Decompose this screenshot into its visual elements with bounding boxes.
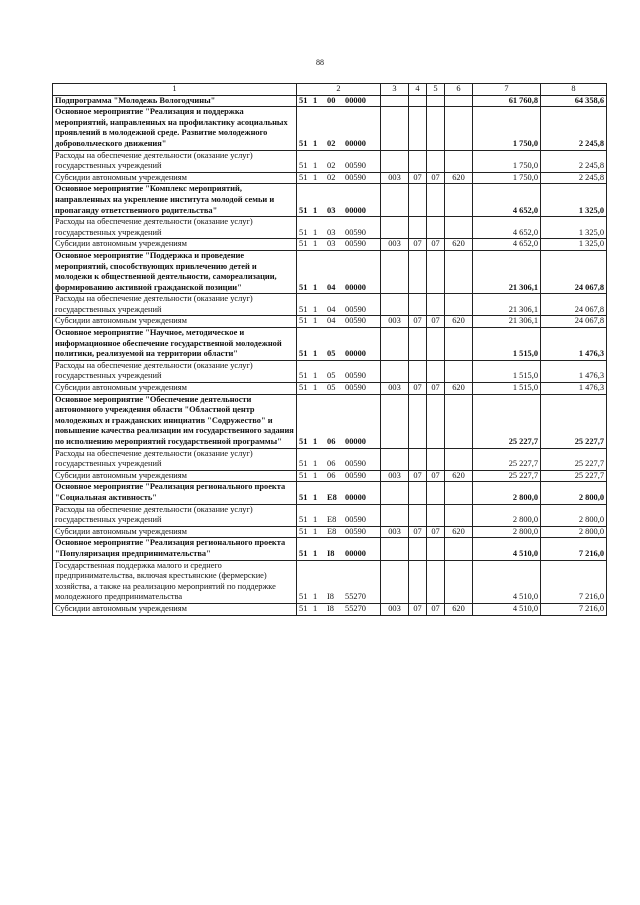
row-value-7: 2 800,0 <box>473 482 541 504</box>
table-row <box>53 294 607 316</box>
code-part: E8 <box>327 515 337 525</box>
row-col5: 07 <box>427 470 445 482</box>
row-col4: 07 <box>409 603 427 615</box>
table-row <box>53 95 607 107</box>
row-col6 <box>445 328 473 361</box>
row-col5 <box>427 394 445 448</box>
code-part: 51 <box>299 304 308 314</box>
row-col6 <box>445 560 473 603</box>
row-col5: 07 <box>427 172 445 184</box>
code-part: 51 <box>299 371 308 381</box>
row-col3 <box>381 538 409 560</box>
row-col4 <box>409 150 427 172</box>
row-value-8: 1 325,0 <box>541 239 607 251</box>
row-col3 <box>381 328 409 361</box>
row-col5 <box>427 184 445 217</box>
row-col4 <box>409 482 427 504</box>
row-col3: 003 <box>381 172 409 184</box>
code-part: 00590 <box>345 515 366 525</box>
row-col4 <box>409 95 427 107</box>
code-part: 00000 <box>345 548 366 558</box>
row-col6 <box>445 250 473 293</box>
row-name: Расходы на обеспечение деятельности (оказание услуг) государственных учреждений <box>53 294 297 316</box>
row-col3 <box>381 250 409 293</box>
row-col6: 620 <box>445 239 473 251</box>
row-code <box>297 150 381 172</box>
row-col4 <box>409 328 427 361</box>
row-value-7: 1 515,0 <box>473 383 541 395</box>
row-col6: 620 <box>445 603 473 615</box>
row-col4 <box>409 360 427 382</box>
code-part: 1 <box>313 205 318 215</box>
code-part: 51 <box>299 383 308 393</box>
row-col3: 003 <box>381 239 409 251</box>
code-part: 1 <box>313 239 318 249</box>
row-col6 <box>445 504 473 526</box>
row-col6: 620 <box>445 526 473 538</box>
row-col5: 07 <box>427 239 445 251</box>
row-value-8: 24 067,8 <box>541 250 607 293</box>
row-name: Расходы на обеспечение деятельности (оказание услуг) государственных учреждений <box>53 448 297 470</box>
code-part: 51 <box>299 459 308 469</box>
table-row <box>53 184 607 217</box>
code-part: 00590 <box>345 383 366 393</box>
code-part: 51 <box>299 548 308 558</box>
code-part: 04 <box>327 316 336 326</box>
row-name: Расходы на обеспечение деятельности (оказание услуг) государственных учреждений <box>53 360 297 382</box>
code-part: 1 <box>313 95 318 105</box>
row-col3 <box>381 107 409 150</box>
row-code <box>297 482 381 504</box>
row-code <box>297 107 381 150</box>
code-part: 1 <box>313 459 318 469</box>
row-value-8: 2 800,0 <box>541 482 607 504</box>
row-code <box>297 383 381 395</box>
row-col6 <box>445 394 473 448</box>
row-value-8: 7 216,0 <box>541 538 607 560</box>
row-value-7: 4 510,0 <box>473 538 541 560</box>
code-part: 03 <box>327 227 336 237</box>
code-part: 1 <box>313 371 318 381</box>
row-col5 <box>427 250 445 293</box>
row-col5 <box>427 538 445 560</box>
row-col4: 07 <box>409 470 427 482</box>
row-col4 <box>409 504 427 526</box>
code-part: 1 <box>313 526 318 536</box>
row-value-8: 7 216,0 <box>541 603 607 615</box>
code-part: 00590 <box>345 371 366 381</box>
code-part: 51 <box>299 138 308 148</box>
code-part: 1 <box>313 470 318 480</box>
row-col3 <box>381 482 409 504</box>
code-part: I8 <box>327 548 335 558</box>
row-col5 <box>427 107 445 150</box>
code-part: 55270 <box>345 603 366 613</box>
row-col5 <box>427 150 445 172</box>
table-row <box>53 526 607 538</box>
code-part: 02 <box>327 172 336 182</box>
row-col3 <box>381 95 409 107</box>
table-row <box>53 482 607 504</box>
row-col3 <box>381 294 409 316</box>
row-value-8: 2 245,8 <box>541 150 607 172</box>
code-part: 1 <box>313 548 318 558</box>
code-part: 06 <box>327 470 336 480</box>
row-code <box>297 560 381 603</box>
row-col5 <box>427 482 445 504</box>
code-part: 51 <box>299 227 308 237</box>
header-cell: 4 <box>409 84 427 96</box>
code-part: 1 <box>313 304 318 314</box>
row-name: Основное мероприятие "Реализация и поддержка мероприятий, направленных на профилактику асоциальных проявлений в молодежной среде. Развитие молодежного добровольческого движения" <box>53 107 297 150</box>
row-value-8: 2 800,0 <box>541 526 607 538</box>
code-part: 05 <box>327 371 336 381</box>
code-part: 00000 <box>345 492 366 502</box>
row-value-7: 21 306,1 <box>473 294 541 316</box>
row-code <box>297 360 381 382</box>
header-cell: 8 <box>541 84 607 96</box>
code-part: 00590 <box>345 470 366 480</box>
row-col6 <box>445 294 473 316</box>
row-name: Подпрограмма "Молодежь Вологодчины" <box>53 95 297 107</box>
code-part: 00590 <box>345 316 366 326</box>
code-part: 00590 <box>345 459 366 469</box>
code-part: 51 <box>299 492 308 502</box>
code-part: E8 <box>327 526 337 536</box>
row-code <box>297 538 381 560</box>
row-value-7: 21 306,1 <box>473 250 541 293</box>
row-value-7: 2 800,0 <box>473 526 541 538</box>
row-code <box>297 603 381 615</box>
table-row <box>53 328 607 361</box>
code-part: 04 <box>327 304 336 314</box>
page-number: 88 <box>316 58 324 67</box>
code-part: 51 <box>299 349 308 359</box>
row-col4 <box>409 294 427 316</box>
row-col5 <box>427 217 445 239</box>
code-part: I8 <box>327 603 334 613</box>
row-value-7: 2 800,0 <box>473 504 541 526</box>
row-value-8: 7 216,0 <box>541 560 607 603</box>
code-part: E8 <box>327 492 337 502</box>
row-value-8: 1 325,0 <box>541 184 607 217</box>
row-name: Расходы на обеспечение деятельности (оказание услуг) государственных учреждений <box>53 217 297 239</box>
budget-table <box>52 83 607 616</box>
table-row <box>53 107 607 150</box>
table-row <box>53 538 607 560</box>
code-part: 51 <box>299 592 308 602</box>
code-part: 00000 <box>345 437 366 446</box>
code-part: 1 <box>313 492 318 502</box>
code-part: 00590 <box>345 526 366 536</box>
row-value-8: 1 476,3 <box>541 383 607 395</box>
row-col4 <box>409 217 427 239</box>
row-col4 <box>409 250 427 293</box>
row-col6: 620 <box>445 383 473 395</box>
header-cell: 2 <box>297 84 381 96</box>
code-part: 1 <box>313 282 318 292</box>
row-value-7: 1 515,0 <box>473 328 541 361</box>
row-code <box>297 448 381 470</box>
row-col4: 07 <box>409 383 427 395</box>
row-col4: 07 <box>409 316 427 328</box>
code-part: 00590 <box>345 161 366 171</box>
code-part: 00000 <box>345 282 366 292</box>
code-part: I8 <box>327 592 334 602</box>
row-code <box>297 172 381 184</box>
code-part: 03 <box>327 205 336 215</box>
row-code <box>297 217 381 239</box>
row-name: Основное мероприятие "Реализация регионального проекта "Популяризация предпринимательства" <box>53 538 297 560</box>
row-col3 <box>381 217 409 239</box>
code-part: 02 <box>327 138 336 148</box>
row-name: Основное мероприятие "Комплекс мероприятий, направленных на укрепление института молодой семьи и пропаганду ответственного родительства" <box>53 184 297 217</box>
row-name: Основное мероприятие "Обеспечение деятельности автономного учреждения области "Областной центр молодежных и гражданских инициатив "Содружество" и повышение качества реализации им государственного задания по исполнению мероприятий государственной программы" <box>53 394 297 448</box>
row-name: Субсидии автономным учреждениям <box>53 526 297 538</box>
code-part: 1 <box>313 227 318 237</box>
code-part: 00590 <box>345 227 366 237</box>
header-row <box>53 84 607 96</box>
row-name: Субсидии автономным учреждениям <box>53 603 297 615</box>
row-value-7: 61 760,8 <box>473 95 541 107</box>
row-col6 <box>445 217 473 239</box>
row-value-7: 4 652,0 <box>473 184 541 217</box>
row-value-7: 1 750,0 <box>473 150 541 172</box>
code-part: 51 <box>299 239 308 249</box>
row-col6 <box>445 184 473 217</box>
row-value-7: 1 750,0 <box>473 107 541 150</box>
header-cell: 5 <box>427 84 445 96</box>
row-col6: 620 <box>445 172 473 184</box>
row-col6 <box>445 448 473 470</box>
code-part: 51 <box>299 526 308 536</box>
row-col5 <box>427 360 445 382</box>
code-part: 1 <box>313 383 318 393</box>
code-part: 1 <box>313 161 318 171</box>
row-col5 <box>427 560 445 603</box>
row-col5 <box>427 294 445 316</box>
row-col3: 003 <box>381 316 409 328</box>
row-col4: 07 <box>409 239 427 251</box>
row-name: Государственная поддержка малого и среднего предпринимательства, включая крестьянские (фермерские) хозяйства, а также на реализацию мероприятий по поддержке молодежного предпринимательства <box>53 560 297 603</box>
row-value-8: 1 325,0 <box>541 217 607 239</box>
row-col5 <box>427 95 445 107</box>
code-part: 1 <box>313 515 318 525</box>
header-cell: 3 <box>381 84 409 96</box>
code-part: 1 <box>313 349 318 359</box>
row-value-8: 1 476,3 <box>541 360 607 382</box>
row-value-7: 4 510,0 <box>473 560 541 603</box>
code-part: 51 <box>299 515 308 525</box>
row-value-7: 25 227,7 <box>473 470 541 482</box>
table-row <box>53 150 607 172</box>
row-col5 <box>427 328 445 361</box>
row-col5: 07 <box>427 526 445 538</box>
header-cell: 1 <box>53 84 297 96</box>
row-name: Основное мероприятие "Реализация регионального проекта "Социальная активность" <box>53 482 297 504</box>
row-name: Основное мероприятие "Поддержка и проведение мероприятий, способствующих привлечению детей и молодежи к общественной деятельности, самореализации, формированию активной гражданской позиции" <box>53 250 297 293</box>
row-col4 <box>409 448 427 470</box>
row-name: Субсидии автономным учреждениям <box>53 383 297 395</box>
row-col6: 620 <box>445 470 473 482</box>
row-col3: 003 <box>381 526 409 538</box>
row-col6 <box>445 95 473 107</box>
code-part: 00590 <box>345 304 366 314</box>
code-part: 51 <box>299 470 308 480</box>
table-row <box>53 448 607 470</box>
code-part: 04 <box>327 282 336 292</box>
table-row <box>53 394 607 448</box>
row-value-7: 4 510,0 <box>473 603 541 615</box>
row-value-7: 21 306,1 <box>473 316 541 328</box>
row-col3 <box>381 560 409 603</box>
row-value-8: 24 067,8 <box>541 316 607 328</box>
row-col6 <box>445 482 473 504</box>
code-part: 51 <box>299 437 308 446</box>
table-row <box>53 504 607 526</box>
row-value-8: 25 227,7 <box>541 470 607 482</box>
row-code <box>297 328 381 361</box>
header-cell: 6 <box>445 84 473 96</box>
code-part: 51 <box>299 603 308 613</box>
row-col4 <box>409 184 427 217</box>
code-part: 00000 <box>345 349 366 359</box>
table-row <box>53 360 607 382</box>
code-part: 1 <box>313 316 318 326</box>
row-code <box>297 184 381 217</box>
table-row <box>53 470 607 482</box>
table-row <box>53 383 607 395</box>
row-value-7: 4 652,0 <box>473 217 541 239</box>
row-code <box>297 394 381 448</box>
row-name: Основное мероприятие "Научное, методическое и информационное обеспечение государственной молодежной политики, реализуемой на территории области" <box>53 328 297 361</box>
row-value-8: 64 358,6 <box>541 95 607 107</box>
row-col4 <box>409 394 427 448</box>
row-value-8: 2 245,8 <box>541 172 607 184</box>
row-value-7: 25 227,7 <box>473 448 541 470</box>
row-col6 <box>445 107 473 150</box>
code-part: 51 <box>299 172 308 182</box>
code-part: 06 <box>327 437 336 446</box>
row-value-8: 25 227,7 <box>541 448 607 470</box>
row-col3 <box>381 360 409 382</box>
row-value-8: 1 476,3 <box>541 328 607 361</box>
code-part: 1 <box>313 172 318 182</box>
row-value-7: 1 750,0 <box>473 172 541 184</box>
code-part: 51 <box>299 205 308 215</box>
row-name: Расходы на обеспечение деятельности (оказание услуг) государственных учреждений <box>53 150 297 172</box>
row-name: Расходы на обеспечение деятельности (оказание услуг) государственных учреждений <box>53 504 297 526</box>
row-value-7: 1 515,0 <box>473 360 541 382</box>
row-col3: 003 <box>381 603 409 615</box>
code-part: 06 <box>327 459 336 469</box>
row-col3 <box>381 150 409 172</box>
row-code <box>297 470 381 482</box>
row-name: Субсидии автономным учреждениям <box>53 316 297 328</box>
row-value-8: 25 227,7 <box>541 394 607 448</box>
row-col5 <box>427 504 445 526</box>
table-body <box>53 95 607 615</box>
row-col3: 003 <box>381 470 409 482</box>
table-row <box>53 239 607 251</box>
row-name: Субсидии автономным учреждениям <box>53 239 297 251</box>
code-part: 1 <box>313 138 318 148</box>
row-code <box>297 316 381 328</box>
code-part: 51 <box>299 316 308 326</box>
row-name: Субсидии автономным учреждениям <box>53 172 297 184</box>
row-col4 <box>409 560 427 603</box>
row-col3 <box>381 184 409 217</box>
header-cell: 7 <box>473 84 541 96</box>
row-value-8: 2 245,8 <box>541 107 607 150</box>
row-name: Субсидии автономным учреждениям <box>53 470 297 482</box>
table-row <box>53 172 607 184</box>
row-col5 <box>427 448 445 470</box>
row-col6 <box>445 360 473 382</box>
table-row <box>53 603 607 615</box>
code-part: 00590 <box>345 172 366 182</box>
code-part: 05 <box>327 349 336 359</box>
row-col4 <box>409 107 427 150</box>
code-part: 51 <box>299 282 308 292</box>
code-part: 00590 <box>345 239 366 249</box>
code-part: 1 <box>313 603 318 613</box>
code-part: 00000 <box>345 205 366 215</box>
code-part: 00000 <box>345 95 366 105</box>
row-col6 <box>445 150 473 172</box>
code-part: 05 <box>327 383 336 393</box>
row-value-7: 4 652,0 <box>473 239 541 251</box>
row-col3: 003 <box>381 383 409 395</box>
row-col3 <box>381 504 409 526</box>
code-part: 03 <box>327 239 336 249</box>
code-part: 02 <box>327 161 336 171</box>
row-code <box>297 95 381 107</box>
table-row <box>53 560 607 603</box>
table-row <box>53 217 607 239</box>
row-code <box>297 526 381 538</box>
row-value-8: 2 800,0 <box>541 504 607 526</box>
row-code <box>297 294 381 316</box>
code-part: 00000 <box>345 138 366 148</box>
row-value-8: 24 067,8 <box>541 294 607 316</box>
row-col5: 07 <box>427 316 445 328</box>
code-part: 1 <box>313 437 318 446</box>
row-code <box>297 250 381 293</box>
row-col6 <box>445 538 473 560</box>
code-part: 55270 <box>345 592 366 602</box>
row-col6: 620 <box>445 316 473 328</box>
row-code <box>297 504 381 526</box>
row-col4 <box>409 538 427 560</box>
code-part: 51 <box>299 95 308 105</box>
row-col3 <box>381 448 409 470</box>
row-col4: 07 <box>409 172 427 184</box>
table-row <box>53 316 607 328</box>
row-col5: 07 <box>427 383 445 395</box>
code-part: 00 <box>327 95 336 105</box>
row-col4: 07 <box>409 526 427 538</box>
table-row <box>53 250 607 293</box>
row-col5: 07 <box>427 603 445 615</box>
row-code <box>297 239 381 251</box>
row-value-7: 25 227,7 <box>473 394 541 448</box>
code-part: 1 <box>313 592 318 602</box>
code-part: 51 <box>299 161 308 171</box>
row-col3 <box>381 394 409 448</box>
